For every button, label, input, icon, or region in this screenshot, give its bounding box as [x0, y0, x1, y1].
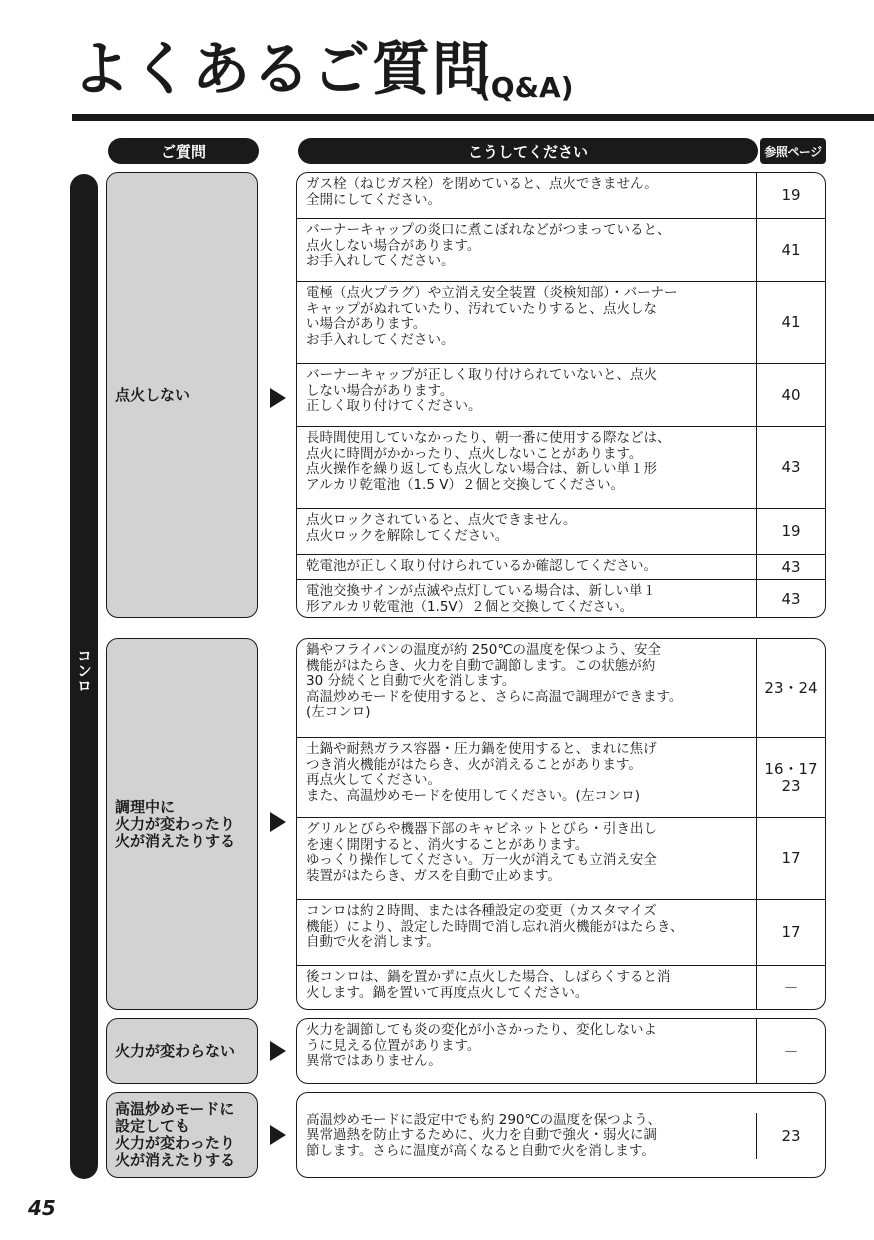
page-ref: 40	[781, 385, 801, 404]
page-ref: 41	[781, 313, 801, 331]
answer-group-no-ignition	[296, 172, 826, 618]
answer-text: ガス栓（ねじガス栓）を閉めていると、点火できません。 全開にしてください。	[297, 173, 757, 218]
answer-row	[297, 737, 825, 817]
answer-text: 電極（点火プラグ）や立消え安全装置（炎検知部）・バーナー キャップがぬれていたり、汚れていたりすると、点火しな い場合があります。 お手入れしてください。	[297, 282, 757, 363]
answer-group-flame-unchanged	[296, 1018, 826, 1084]
answer-text: 長時間使用していなかったり、朝一番に使用する際などは、 点火に時間がかかったり、点火しないことがあります。 点火操作を繰り返しても点火しない場合は、新しい単１形 アルカリ乾電池（1.5 V）２個と交換してください。	[297, 427, 757, 508]
answer-row	[297, 899, 825, 965]
page-ref: 43	[781, 557, 801, 576]
page-ref: 43	[781, 590, 801, 608]
answer-text: コンロは約２時間、または各種設定の変更（カスタマイズ 機能）により、設定した時間で消し忘れ消火機能がはたらき、 自動で火を消します。	[297, 900, 757, 965]
answer-row	[297, 281, 825, 363]
page-ref: 19	[781, 522, 801, 540]
page-subtitle: (Q&A)	[478, 71, 574, 104]
answer-row	[297, 1093, 825, 1178]
answer-row	[297, 579, 825, 618]
page-ref: －	[783, 979, 799, 997]
arrow-icon	[270, 388, 286, 408]
answer-text: 土鍋や耐熱ガラス容器・圧力鍋を使用すると、まれに焦げ つき消火機能がはたらき、火が消えることがあります。 再点火してください。 また、高温炒めモードを使用してください。(左コンロ)	[297, 738, 757, 817]
question-flame-changes: 調理中に 火力が変わったり 火が消えたりする	[106, 638, 258, 1010]
answer-group-flame-changes	[296, 638, 826, 1010]
answer-row	[297, 965, 825, 1010]
header-page: 参照ページ	[760, 138, 826, 164]
arrow-icon	[270, 1041, 286, 1061]
page-ref: 17	[781, 923, 801, 941]
answer-text: 高温炒めモードに設定中でも約 290℃の温度を保つよう、 異常過熱を防止するために、火力を自動で強火・弱火に調 節します。さらに温度が高くなると自動で火を消します。	[297, 1113, 757, 1160]
page-ref: 19	[781, 186, 801, 204]
question-flame-unchanged: 火力が変わらない	[106, 1018, 258, 1084]
page-ref: 17	[781, 849, 801, 867]
answer-group-high-temp-mode	[296, 1092, 826, 1178]
page-ref: 41	[781, 240, 801, 259]
question-high-temp-mode: 高温炒めモードに 設定しても 火力が変わったり 火が消えたりする	[106, 1092, 258, 1178]
answer-row	[297, 363, 825, 426]
answer-row	[297, 173, 825, 218]
answer-text: 後コンロは、鍋を置かずに点火した場合、しばらくすると消 火します。鍋を置いて再度点火してください。	[297, 966, 757, 1010]
page-ref: －	[783, 1042, 799, 1061]
page-ref: 23	[781, 1126, 801, 1145]
question-no-ignition: 点火しない	[106, 172, 258, 618]
page-title: よくあるご質問	[72, 35, 493, 103]
answer-text: 鍋やフライパンの温度が約 250℃の温度を保つよう、安全 機能がはたらき、火力を自動で調節します。この状態が約 30 分続くと自動で火を消します。 高温炒めモードを使用すると、さらに高温で調理ができます。 (左コンロ)	[297, 639, 757, 737]
answer-row	[297, 1019, 825, 1084]
answer-text: 電池交換サインが点滅や点灯している場合は、新しい単１ 形アルカリ乾電池（1.5V）２個と交換してください。	[297, 580, 757, 618]
page-ref: 43	[781, 458, 801, 476]
arrow-icon	[270, 812, 286, 832]
section-label: コンロ	[75, 648, 93, 693]
title-rule	[72, 114, 874, 121]
answer-text: グリルとびらや機器下部のキャビネットとびら・引き出し を速く開閉すると、消火することがあります。 ゆっくり操作してください。万一火が消えても立消え安全 装置がはたらき、ガスを自動で止めます。	[297, 818, 757, 899]
answer-text: 点火ロックされていると、点火できません。 点火ロックを解除してください。	[297, 509, 757, 554]
answer-row	[297, 508, 825, 554]
answer-row	[297, 218, 825, 281]
header-question: ご質問	[108, 138, 259, 164]
header-answer: こうしてください	[298, 138, 758, 164]
answer-row	[297, 639, 825, 737]
arrow-icon	[270, 1125, 286, 1145]
answer-text: 火力を調節しても炎の変化が小さかったり、変化しないよ うに見える位置があります。 異常ではありません。	[297, 1019, 757, 1084]
page-number: 45	[28, 1196, 56, 1220]
answer-text: バーナーキャップの炎口に煮こぼれなどがつまっていると、 点火しない場合があります。 お手入れしてください。	[297, 219, 757, 281]
answer-text: 乾電池が正しく取り付けられているか確認してください。	[297, 555, 757, 579]
answer-row	[297, 554, 825, 579]
page-ref: 23・24	[764, 678, 818, 697]
page-ref: 16・17 23	[764, 759, 818, 795]
answer-row	[297, 817, 825, 899]
answer-row	[297, 426, 825, 508]
answer-text: バーナーキャップが正しく取り付けられていないと、点火 しない場合があります。 正しく取り付けてください。	[297, 364, 757, 426]
